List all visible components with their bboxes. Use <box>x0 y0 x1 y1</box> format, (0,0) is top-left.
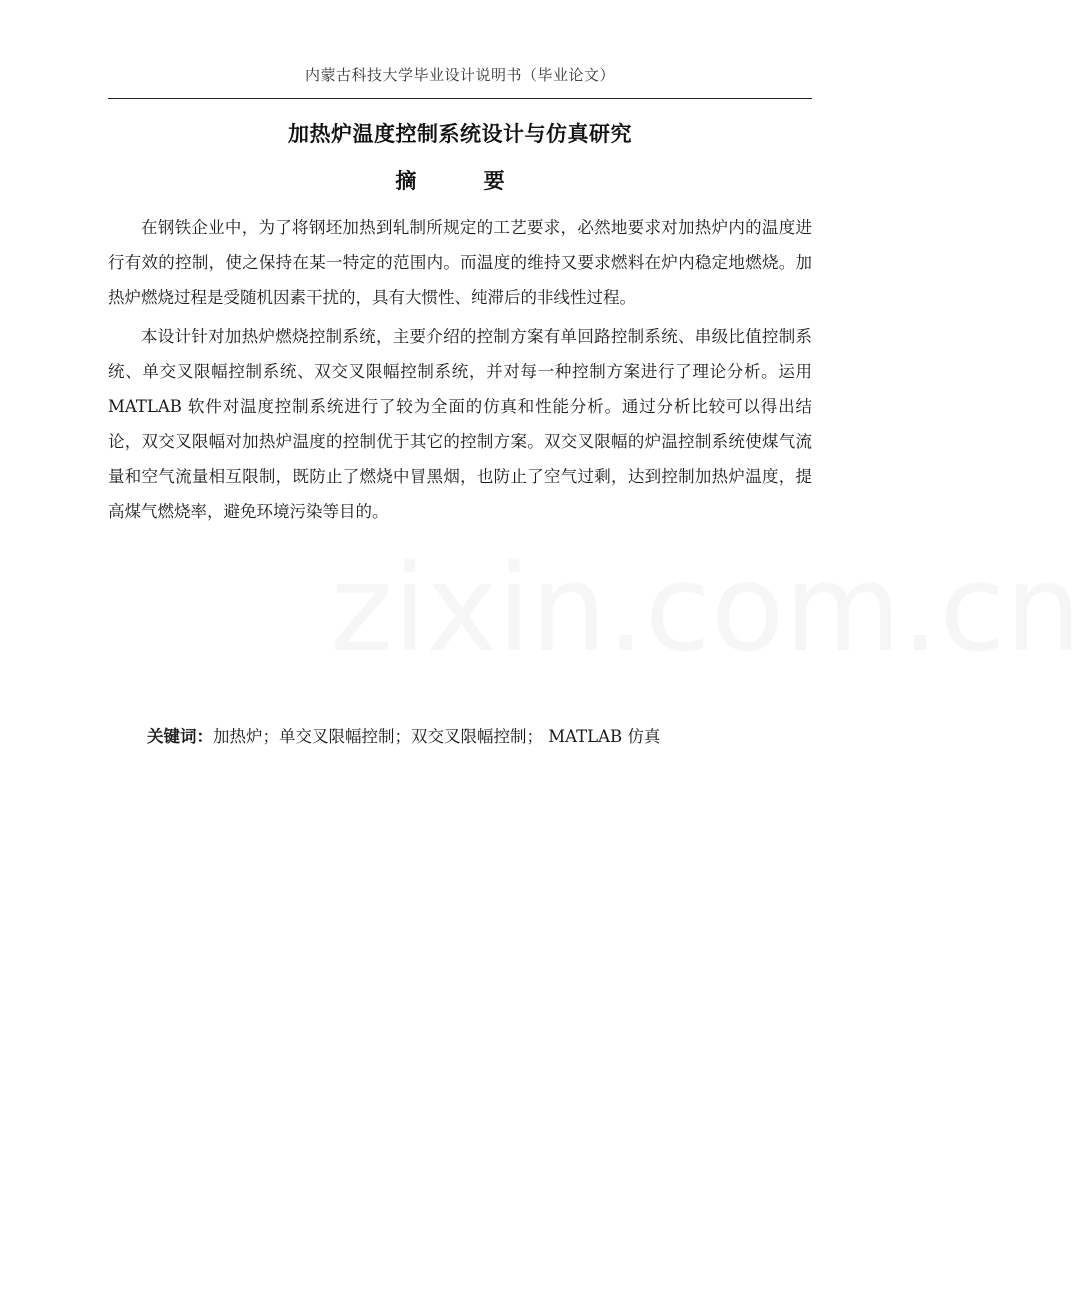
document-title: 加热炉温度控制系统设计与仿真研究 <box>288 122 632 146</box>
keywords-text: 加热炉；单交叉限幅控制；双交叉限幅控制； MATLAB 仿真 <box>213 727 661 746</box>
abstract-paragraph-1: 在钢铁企业中，为了将钢坯加热到轧制所规定的工艺要求，必然地要求对加热炉内的温度进行有效的控制，使之保持在某一特定的范围内。而温度的维持又要求燃料在炉内稳定地燃烧。加热炉燃烧过程是受随机因素干扰的，具有大惯性、纯滞后的非线性过程。 <box>108 218 812 307</box>
keywords-label: 关键词： <box>147 727 213 746</box>
header-rule <box>108 98 812 99</box>
abstract-body <box>108 210 812 533</box>
abstract-heading: 摘 要 <box>395 169 525 193</box>
keywords-line <box>147 722 812 752</box>
running-header: 内蒙古科技大学毕业设计说明书（毕业论文） <box>304 66 615 84</box>
abstract-paragraph-2: 本设计针对加热炉燃烧控制系统，主要介绍的控制方案有单回路控制系统、串级比值控制系统、单交叉限幅控制系统、双交叉限幅控制系统，并对每一种控制方案进行了理论分析。运用 MATLAB 软件对温度控制系统进行了较为全面的仿真和性能分析。通过分析比较可以得出结论，双交叉限幅对加热炉温度的控制优于其它的控制方案。双交叉限幅的炉温控制系统使煤气流量和空气流量相互限制，既防止了燃烧中冒黑烟，也防止了空气过剩，达到控制加热炉温度，提高煤气燃烧率，避免环境污染等目的。 <box>108 327 812 521</box>
watermark: zixin.com.cn <box>330 540 1081 679</box>
